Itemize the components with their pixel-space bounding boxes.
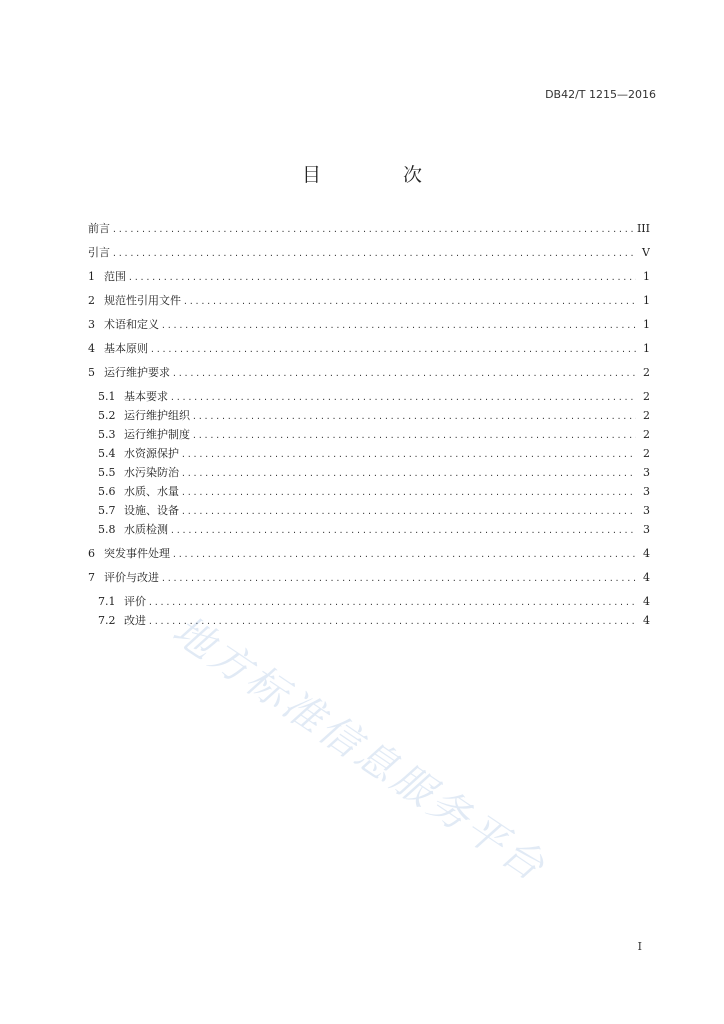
watermark: 地方标准信息服务平台 xyxy=(164,607,555,892)
toc-entry-page: 1 xyxy=(643,270,650,283)
toc-entry-page: 4 xyxy=(643,614,650,627)
toc-entry-page: 3 xyxy=(643,466,650,479)
toc-entry-title: 术语和定义 xyxy=(104,318,159,331)
toc-leader-dots xyxy=(112,223,633,235)
toc-entry-number: 6 xyxy=(88,547,95,560)
toc-entry-title: 评价与改进 xyxy=(104,571,159,584)
footer-page-number: I xyxy=(637,940,642,953)
toc-leader-dots xyxy=(150,343,636,355)
toc-entry-title: 运行维护组织 xyxy=(124,409,190,422)
toc-entry-page: 1 xyxy=(643,294,650,307)
toc-entry-page: 4 xyxy=(643,547,650,560)
toc-entry-page: 4 xyxy=(643,571,650,584)
toc-entry-number: 4 xyxy=(88,342,95,355)
toc-entry-title: 水质检测 xyxy=(124,523,168,536)
toc-entry-page: 1 xyxy=(643,342,650,355)
toc-entry-number: 5 xyxy=(88,366,95,379)
toc-entry-number: 7.2 xyxy=(98,614,116,627)
toc-entry[interactable] xyxy=(88,571,650,584)
toc-entry-page: 1 xyxy=(643,318,650,331)
toc-entry-page: 2 xyxy=(643,447,650,460)
toc-leader-dots xyxy=(172,367,636,379)
toc-entry-title: 基本要求 xyxy=(124,390,168,403)
toc-entry[interactable] xyxy=(88,222,650,235)
toc-entry-title: 运行维护要求 xyxy=(104,366,170,379)
toc-entry-page: 2 xyxy=(643,428,650,441)
toc-leader-dots xyxy=(181,486,636,498)
toc-entry[interactable] xyxy=(88,318,650,331)
toc-entry-number: 5.7 xyxy=(98,504,116,517)
toc-entry-number: 5.5 xyxy=(98,466,116,479)
toc-entry-page: 2 xyxy=(643,409,650,422)
toc-entry[interactable] xyxy=(88,447,650,460)
toc-entry-title: 水污染防治 xyxy=(124,466,179,479)
toc-entry[interactable] xyxy=(88,409,650,422)
toc-entry-number: 5.2 xyxy=(98,409,116,422)
toc-entry-number: 2 xyxy=(88,294,95,307)
toc-list xyxy=(88,222,650,638)
toc-entry-title: 设施、设备 xyxy=(124,504,179,517)
toc-entry[interactable] xyxy=(88,523,650,536)
toc-entry-number: 5.4 xyxy=(98,447,116,460)
toc-leader-dots xyxy=(112,247,636,259)
toc-entry[interactable] xyxy=(88,504,650,517)
toc-entry-title: 水资源保护 xyxy=(124,447,179,460)
toc-entry-number: 5.1 xyxy=(98,390,116,403)
toc-entry[interactable] xyxy=(88,366,650,379)
toc-leader-dots xyxy=(128,271,636,283)
toc-entry-number: 3 xyxy=(88,318,95,331)
toc-entry[interactable] xyxy=(88,428,650,441)
toc-leader-dots xyxy=(192,410,636,422)
toc-entry[interactable] xyxy=(88,294,650,307)
toc-entry-page: 4 xyxy=(643,595,650,608)
toc-entry[interactable] xyxy=(88,485,650,498)
toc-entry-title: 突发事件处理 xyxy=(104,547,170,560)
toc-leader-dots xyxy=(181,467,636,479)
toc-entry-title: 基本原则 xyxy=(104,342,148,355)
toc-entry[interactable] xyxy=(88,614,650,627)
toc-leader-dots xyxy=(170,524,636,536)
toc-entry[interactable] xyxy=(88,466,650,479)
toc-entry-title: 运行维护制度 xyxy=(124,428,190,441)
toc-entry[interactable] xyxy=(88,547,650,560)
toc-entry[interactable] xyxy=(88,246,650,259)
standard-code: DB42/T 1215—2016 xyxy=(545,88,656,101)
toc-entry-number: 7.1 xyxy=(98,595,116,608)
toc-entry-page: V xyxy=(642,246,650,259)
toc-entry-title: 范围 xyxy=(104,270,126,283)
toc-entry-page: 3 xyxy=(643,485,650,498)
toc-leader-dots xyxy=(170,391,636,403)
toc-entry-page: 2 xyxy=(643,366,650,379)
toc-entry-title: 水质、水量 xyxy=(124,485,179,498)
toc-entry-page: 3 xyxy=(643,504,650,517)
toc-entry-page: 3 xyxy=(643,523,650,536)
toc-leader-dots xyxy=(161,572,636,584)
toc-entry[interactable] xyxy=(88,390,650,403)
toc-entry-number: 1 xyxy=(88,270,95,283)
toc-entry-number: 5.6 xyxy=(98,485,116,498)
toc-entry-title: 改进 xyxy=(124,614,146,627)
toc-entry[interactable] xyxy=(88,270,650,283)
toc-entry-title: 前言 xyxy=(88,222,110,235)
toc-entry-page: III xyxy=(636,222,650,235)
toc-entry[interactable] xyxy=(88,342,650,355)
toc-entry[interactable] xyxy=(88,595,650,608)
toc-entry-number: 5.8 xyxy=(98,523,116,536)
toc-entry-title: 规范性引用文件 xyxy=(104,294,181,307)
toc-entry-title: 评价 xyxy=(124,595,146,608)
page-title: 目 次 xyxy=(301,164,461,186)
toc-leader-dots xyxy=(161,319,636,331)
toc-entry-number: 7 xyxy=(88,571,95,584)
toc-leader-dots xyxy=(181,505,636,517)
toc-leader-dots xyxy=(181,448,636,460)
toc-entry-title: 引言 xyxy=(88,246,110,259)
toc-leader-dots xyxy=(172,548,636,560)
toc-leader-dots xyxy=(183,295,636,307)
toc-entry-number: 5.3 xyxy=(98,428,116,441)
toc-leader-dots xyxy=(148,596,636,608)
toc-entry-page: 2 xyxy=(643,390,650,403)
toc-leader-dots xyxy=(192,429,636,441)
